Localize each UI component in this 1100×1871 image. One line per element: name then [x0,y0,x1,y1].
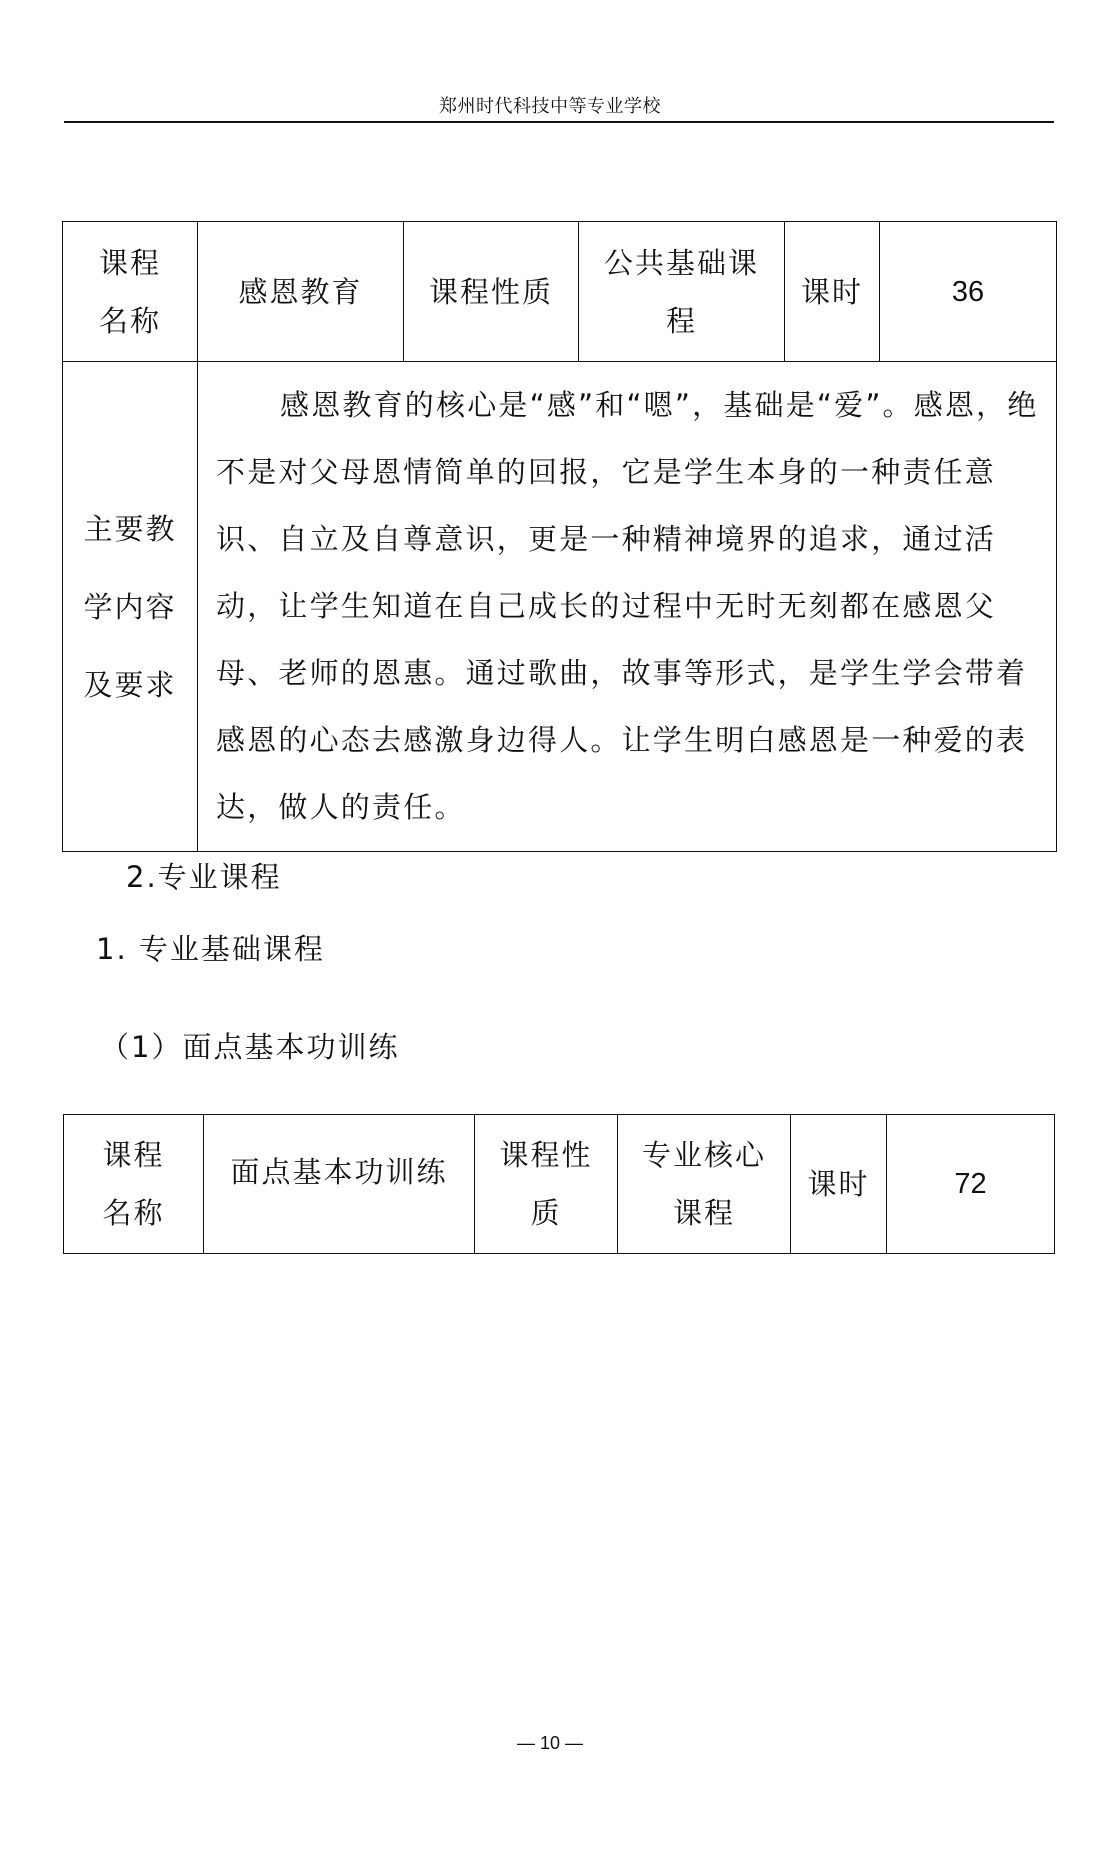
course-hours-label: 课时 [791,1115,887,1254]
course-hours-value: 72 [887,1115,1055,1254]
course-name-label: 课程名称 [64,1115,204,1254]
table-row [64,1115,1055,1254]
course-table-gratitude [62,221,1057,852]
table-row [63,362,1057,852]
table-row [63,222,1057,362]
section-heading-pastry-training: （1）面点基本功训练 [100,1030,400,1064]
course-nature-value: 公共基础课程 [579,222,785,362]
header-title: 郑州时代科技中等专业学校 [439,96,661,117]
content-label: 主要教学内容及要求 [63,362,198,852]
course-name-value: 感恩教育 [198,222,404,362]
course-nature-label: 课程性质 [404,222,579,362]
course-name-value: 面点基本功训练 [204,1115,475,1254]
header-rule [64,121,1054,123]
course-name-label: 课程名称 [63,222,198,362]
course-hours-value: 36 [880,222,1057,362]
course-nature-label: 课程性质 [475,1115,618,1254]
course-hours-label: 课时 [785,222,880,362]
course-nature-value: 专业核心课程 [618,1115,791,1254]
course-table-pastry [63,1114,1055,1254]
content-text: 感恩教育的核心是“感”和“嗯”，基础是“爱”。感恩，绝不是对父母恩情简单的回报，它是学生本身的一种责任意识、自立及自尊意识，更是一种精神境界的追求，通过活动，让学生知道在自己成长的过程中无时无刻都在感恩父母、老师的恩惠。通过歌曲，故事等形式，是学生学会带着感恩的心态去感激身边得人。让学生明白感恩是一种爱的表达，做人的责任。 [198,362,1057,852]
section-heading-basic-courses: 1. 专业基础课程 [96,932,325,966]
page-number: — 10 — [516,1733,584,1753]
section-heading-professional-courses: 2.专业课程 [126,860,282,894]
